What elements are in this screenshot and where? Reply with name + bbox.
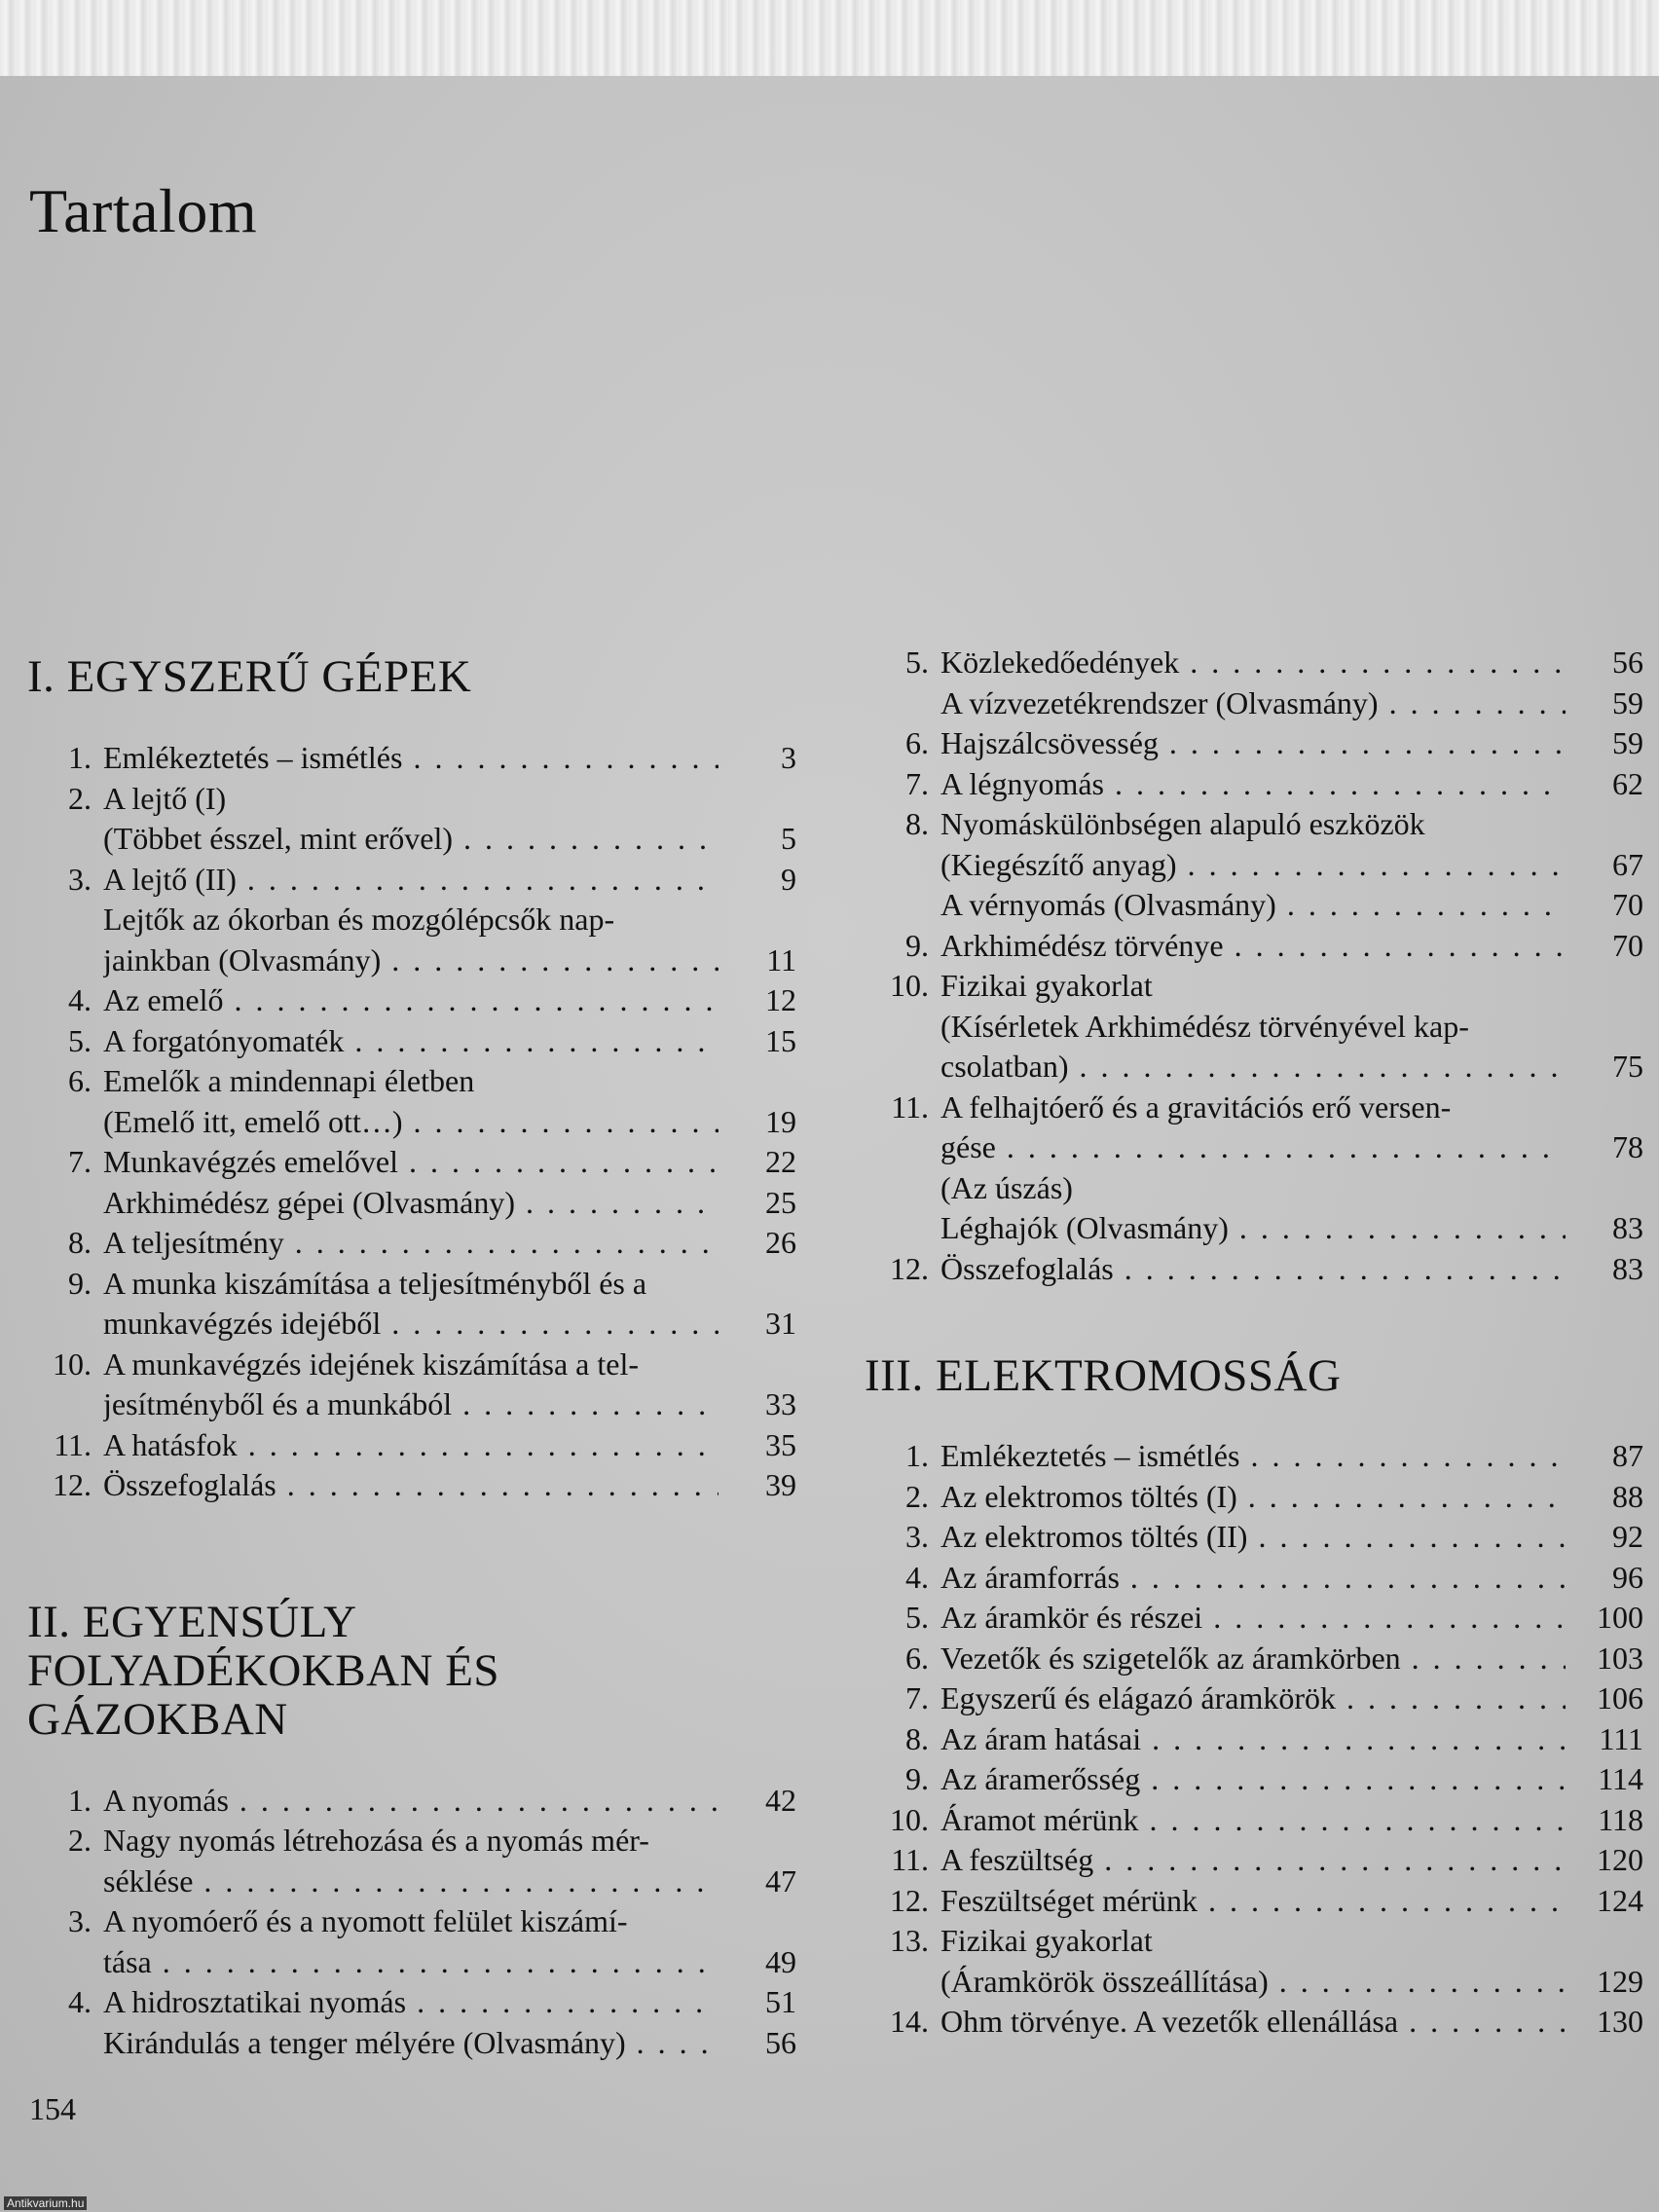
entry-title: Fizikai gyakorlat (940, 968, 1153, 1003)
toc-list (865, 1436, 1643, 2043)
entry-title: A feszültség . . . (940, 1840, 1566, 1881)
entry-title: Egyszerű és elágazó áramkörök . . . (940, 1678, 1566, 1719)
toc-entry-line (865, 1517, 1643, 1558)
entry-number: 9. (905, 927, 929, 963)
entry-title: Áramot mérünk . . . (940, 1800, 1566, 1841)
entry-number: 7. (905, 1680, 929, 1715)
toc-entry-line (865, 1047, 1643, 1088)
toc-entry (865, 1800, 1643, 1841)
entry-number: 13. (890, 1923, 929, 1958)
toc-entry (865, 966, 1643, 1088)
toc-entry-line (865, 1168, 1643, 1209)
entry-title: (Áramkörök összeállítása) . . . (940, 1962, 1566, 2003)
toc-entry (27, 1021, 796, 1062)
toc-entry (27, 738, 796, 779)
entry-title: A nyomás . . . (103, 1781, 719, 1822)
entry-page-number: 59 (1612, 684, 1643, 720)
entry-title: A vízvezetékrendszer (Olvasmány) . . . (940, 683, 1566, 724)
section-heading (27, 1598, 796, 1744)
toc-entry (27, 1061, 796, 1142)
toc-entry-line (865, 1598, 1643, 1639)
entry-page-number: 62 (1612, 765, 1643, 801)
entry-title: Nagy nyomás létrehozása és a nyomás mér- (103, 1823, 649, 1858)
entry-number: 4. (68, 1984, 92, 2019)
book-top-edge (0, 0, 1659, 78)
toc-entry (865, 1759, 1643, 1800)
entry-page-number: 35 (765, 1426, 796, 1462)
entry-title: Munkavégzés emelővel . . . (103, 1142, 719, 1183)
toc-entry-line (865, 966, 1643, 1007)
toc-entry-line (27, 1264, 796, 1305)
section-heading-line: GÁZOKBAN (27, 1693, 288, 1745)
toc-entry (865, 1558, 1643, 1599)
entry-title: jesítményből és a munkából . . . (103, 1384, 719, 1425)
entry-number: 7. (68, 1144, 92, 1179)
entry-number: 5. (905, 1600, 929, 1635)
entry-number: 11. (891, 1088, 929, 1124)
entry-page-number: 56 (765, 2024, 796, 2060)
entry-title: (Emelő itt, emelő ott…) . . . (103, 1102, 719, 1143)
entry-page-number: 42 (765, 1782, 796, 1818)
toc-entry (27, 1183, 796, 1224)
entry-title: Az elektromos töltés (I) . . . (940, 1477, 1566, 1518)
toc-entry-line (865, 804, 1643, 845)
toc-column-right (865, 643, 1643, 2043)
entry-title: Arkhimédész törvénye . . . (940, 926, 1566, 967)
entry-title: A lejtő (II) . . . (103, 860, 719, 901)
toc-entry-line (27, 1102, 796, 1143)
entry-page-number: 83 (1612, 1210, 1643, 1245)
entry-title: A forgatónyomaték . . . (103, 1021, 719, 1062)
toc-entry (865, 804, 1643, 885)
entry-page-number: 96 (1612, 1559, 1643, 1595)
entry-title: A nyomóerő és a nyomott felület kiszámí- (103, 1903, 628, 1938)
toc-entry-line (865, 1719, 1643, 1760)
toc-entry-line (865, 683, 1643, 724)
toc-entry (865, 1208, 1643, 1249)
entry-number: 11. (891, 1842, 929, 1877)
toc-entry (27, 1345, 796, 1425)
toc-entry-line (865, 1881, 1643, 1922)
entry-number: 8. (905, 806, 929, 841)
page-title: Tartalom (29, 176, 258, 245)
entry-number: 3. (68, 1903, 92, 1938)
toc-entry-line (27, 900, 796, 940)
page-number-folio: 154 (29, 2091, 76, 2126)
entry-title: (Az úszás) (940, 1169, 1073, 1205)
toc-entry (865, 1517, 1643, 1558)
entry-title: A légnyomás . . . (940, 764, 1566, 805)
toc-entry (865, 1249, 1643, 1290)
toc-entry (27, 980, 796, 1021)
entry-number: 11. (54, 1426, 92, 1462)
entry-page-number: 25 (765, 1184, 796, 1220)
toc-entry-line (865, 1921, 1643, 1962)
entry-number: 3. (905, 1519, 929, 1554)
entry-title: Feszültséget mérünk . . . (940, 1881, 1566, 1922)
toc-entry (27, 900, 796, 980)
toc-entry-line (27, 1345, 796, 1385)
toc-entry-line (27, 1821, 796, 1862)
entry-title: Léghajók (Olvasmány) . . . (940, 1208, 1566, 1249)
entry-title: Az áram hatásai . . . (940, 1719, 1566, 1760)
section-heading (27, 652, 796, 701)
toc-entry-line (865, 1962, 1643, 2003)
entry-page-number: 67 (1612, 846, 1643, 882)
toc-entry (865, 1598, 1643, 1639)
toc-entry-line (865, 1800, 1643, 1841)
entry-title: A felhajtóerő és a gravitációs erő versen- (940, 1088, 1452, 1124)
entry-title: (Többet ésszel, mint erővel) . . . (103, 819, 719, 860)
toc-entry (27, 1264, 796, 1345)
toc-entry-line (865, 1088, 1643, 1128)
entry-title: Emlékeztetés – ismétlés . . . (940, 1436, 1566, 1477)
entry-page-number: 33 (765, 1386, 796, 1421)
entry-number: 12. (890, 1250, 929, 1286)
entry-number: 6. (68, 1063, 92, 1098)
entry-number: 10. (890, 1801, 929, 1837)
toc-entry-line (865, 1477, 1643, 1518)
entry-title: Ohm törvénye. A vezetők ellenállása . . . (940, 2002, 1566, 2043)
entry-title: Emlékeztetés – ismétlés . . . (103, 738, 719, 779)
entry-page-number: 3 (781, 740, 796, 775)
toc-entry (865, 1719, 1643, 1760)
entry-page-number: 47 (765, 1862, 796, 1899)
entry-number: 10. (53, 1346, 92, 1382)
toc-entry (865, 683, 1643, 724)
toc-entry-line (865, 723, 1643, 764)
section-heading-line: FOLYADÉKOKBAN ÉS (27, 1644, 500, 1696)
entry-title: csolatban) . . . (940, 1047, 1566, 1088)
entry-number: 8. (68, 1225, 92, 1260)
toc-entry-line (27, 1142, 796, 1183)
entry-page-number: 111 (1599, 1720, 1643, 1756)
entry-page-number: 75 (1612, 1049, 1643, 1084)
toc-entry-line (27, 1942, 796, 1983)
entry-page-number: 39 (765, 1467, 796, 1502)
toc-entry-line (27, 2023, 796, 2064)
toc-entry-line (865, 1436, 1643, 1477)
entry-number: 6. (905, 725, 929, 760)
entry-number: 2. (905, 1478, 929, 1514)
section-heading-line: I. EGYSZERŰ GÉPEK (27, 651, 472, 702)
toc-entry-line (27, 1223, 796, 1264)
entry-page-number: 103 (1597, 1640, 1643, 1676)
entry-number: 5. (68, 1022, 92, 1058)
entry-number: 2. (68, 780, 92, 816)
toc-entry (27, 779, 796, 860)
toc-entry-line (27, 940, 796, 981)
toc-entry (27, 860, 796, 901)
entry-title: Összefoglalás . . . (940, 1249, 1566, 1290)
entry-page-number: 124 (1597, 1882, 1643, 1918)
toc-entry-line (27, 819, 796, 860)
entry-title: A hidrosztatikai nyomás . . . (103, 1982, 719, 2023)
toc-entry-line (27, 1901, 796, 1942)
entry-page-number: 56 (1612, 645, 1643, 680)
toc-entry (865, 1088, 1643, 1209)
toc-entry (865, 723, 1643, 764)
toc-entry-line (865, 1249, 1643, 1290)
toc-list (27, 1781, 796, 2064)
entry-title: Az elektromos töltés (II) . . . (940, 1517, 1566, 1558)
entry-page-number: 70 (1612, 927, 1643, 963)
entry-number: 7. (905, 765, 929, 801)
entry-page-number: 118 (1598, 1801, 1643, 1837)
toc-entry-line (27, 1781, 796, 1822)
toc-column-left (27, 643, 796, 2063)
entry-page-number: 12 (765, 982, 796, 1017)
entry-title: Fizikai gyakorlat (940, 1923, 1153, 1958)
entry-page-number: 92 (1612, 1519, 1643, 1554)
entry-number: 14. (890, 2004, 929, 2039)
entry-number: 5. (905, 645, 929, 680)
entry-page-number: 19 (765, 1103, 796, 1139)
entry-title: Az áramkör és részei . . . (940, 1598, 1566, 1639)
entry-title: Arkhimédész gépei (Olvasmány) . . . (103, 1183, 719, 1224)
toc-entry (27, 1821, 796, 1901)
entry-page-number: 114 (1598, 1761, 1643, 1796)
entry-title: A lejtő (I) (103, 780, 227, 816)
entry-page-number: 49 (765, 1943, 796, 1979)
entry-title: Nyomáskülönbségen alapuló eszközök (940, 806, 1425, 841)
toc-entry-line (865, 1759, 1643, 1800)
entry-title: Összefoglalás . . . (103, 1465, 719, 1506)
entry-page-number: 26 (765, 1225, 796, 1260)
entry-title: Emelők a mindennapi életben (103, 1063, 475, 1098)
toc-entry-line (27, 1061, 796, 1102)
toc-entry-line (27, 1021, 796, 1062)
toc-entry (865, 1436, 1643, 1477)
toc-entry-line (27, 1425, 796, 1466)
entry-page-number: 87 (1612, 1438, 1643, 1473)
toc-entry-line (27, 1304, 796, 1345)
entry-page-number: 106 (1597, 1680, 1643, 1715)
entry-number: 9. (905, 1761, 929, 1796)
toc-entry (865, 1921, 1643, 2002)
entry-title: (Kiegészítő anyag) . . . (940, 845, 1566, 886)
entry-title: Az emelő . . . (103, 980, 719, 1021)
toc-entry-line (27, 738, 796, 779)
toc-entry-line (865, 845, 1643, 886)
entry-number: 9. (68, 1265, 92, 1301)
entry-number: 2. (68, 1823, 92, 1858)
toc-entry (865, 1477, 1643, 1518)
toc-entry (27, 1781, 796, 1822)
toc-entry-line (865, 1639, 1643, 1679)
toc-entry-line (27, 1384, 796, 1425)
toc-entry-line (27, 980, 796, 1021)
entry-page-number: 88 (1612, 1478, 1643, 1514)
toc-entry-line (27, 1465, 796, 1506)
entry-title: séklése . . . (103, 1862, 719, 1902)
entry-number: 10. (890, 968, 929, 1003)
entry-number: 6. (905, 1640, 929, 1676)
entry-page-number: 130 (1597, 2004, 1643, 2039)
entry-number: 4. (68, 982, 92, 1017)
entry-title: gése . . . (940, 1127, 1566, 1168)
entry-title: A vérnyomás (Olvasmány) . . . (940, 885, 1566, 926)
toc-entry (27, 1223, 796, 1264)
toc-entry (865, 1678, 1643, 1719)
entry-page-number: 15 (765, 1022, 796, 1058)
entry-page-number: 70 (1612, 887, 1643, 922)
toc-entry-line (865, 2002, 1643, 2043)
toc-entry (865, 926, 1643, 967)
entry-page-number: 31 (765, 1306, 796, 1341)
toc-entry-line (865, 1840, 1643, 1881)
toc-entry-line (27, 779, 796, 820)
section-heading (865, 1351, 1643, 1400)
entry-title: Lejtők az ókorban és mozgólépcsők nap- (103, 902, 615, 937)
entry-number: 4. (905, 1559, 929, 1595)
section-heading-line: II. EGYENSÚLY (27, 1596, 357, 1647)
toc-entry-line (865, 1208, 1643, 1249)
entry-page-number: 5 (781, 821, 796, 856)
toc-entry (865, 885, 1643, 926)
entry-number: 1. (68, 740, 92, 775)
toc-entry (27, 2023, 796, 2064)
toc-list (865, 643, 1643, 1289)
entry-number: 1. (905, 1438, 929, 1473)
section-heading-line: III. ELEKTROMOSSÁG (865, 1350, 1342, 1401)
entry-title: Kirándulás a tenger mélyére (Olvasmány) . . . (103, 2023, 719, 2064)
entry-number: 8. (905, 1720, 929, 1756)
entry-title: Hajszálcsövesség . . . (940, 723, 1566, 764)
entry-page-number: 59 (1612, 725, 1643, 760)
entry-title: Vezetők és szigetelők az áramkörben . . . (940, 1639, 1566, 1679)
entry-page-number: 129 (1597, 1963, 1643, 1999)
entry-page-number: 78 (1612, 1129, 1643, 1164)
watermark: Antikvarium.hu (4, 2196, 87, 2210)
entry-number: 12. (53, 1467, 92, 1502)
toc-entry-line (27, 1183, 796, 1224)
entry-page-number: 22 (765, 1144, 796, 1179)
toc-entry-line (865, 1678, 1643, 1719)
entry-page-number: 11 (766, 941, 796, 977)
toc-entry-line (865, 885, 1643, 926)
entry-title: Az áramforrás . . . (940, 1558, 1566, 1599)
toc-entry (865, 1840, 1643, 1881)
entry-title: A teljesítmény . . . (103, 1223, 719, 1264)
entry-page-number: 120 (1597, 1842, 1643, 1877)
toc-entry (27, 1465, 796, 1506)
entry-title: Az áramerősség . . . (940, 1759, 1566, 1800)
toc-entry-line (27, 860, 796, 901)
entry-number: 12. (890, 1882, 929, 1918)
toc-entry (865, 1639, 1643, 1679)
entry-title: A hatásfok . . . (103, 1425, 719, 1466)
entry-page-number: 100 (1597, 1600, 1643, 1635)
entry-number: 3. (68, 861, 92, 897)
entry-number: 1. (68, 1782, 92, 1818)
entry-page-number: 51 (765, 1984, 796, 2019)
toc-entry-line (865, 1127, 1643, 1168)
toc-entry (865, 2002, 1643, 2043)
toc-entry-line (27, 1862, 796, 1902)
toc-list (27, 738, 796, 1506)
toc-entry (865, 1881, 1643, 1922)
entry-title: Közlekedőedények . . . (940, 643, 1566, 683)
entry-title: (Kísérletek Arkhimédész törvényével kap- (940, 1008, 1469, 1044)
toc-entry (27, 1425, 796, 1466)
toc-entry-line (865, 1558, 1643, 1599)
toc-entry (27, 1982, 796, 2023)
entry-title: A munkavégzés idejének kiszámítása a tel- (103, 1346, 640, 1382)
toc-entry-line (865, 1007, 1643, 1048)
toc-entry-line (865, 926, 1643, 967)
toc-entry-line (865, 764, 1643, 805)
toc-entry-line (27, 1982, 796, 2023)
entry-title: jainkban (Olvasmány) . . . (103, 940, 719, 981)
toc-entry-line (865, 643, 1643, 683)
toc-entry (27, 1901, 796, 1982)
entry-title: A munka kiszámítása a teljesítményből és a (103, 1265, 647, 1301)
toc-entry (865, 643, 1643, 683)
toc-entry (865, 764, 1643, 805)
entry-page-number: 83 (1612, 1250, 1643, 1286)
toc-entry (27, 1142, 796, 1183)
entry-title: munkavégzés idejéből . . . (103, 1304, 719, 1345)
entry-title: tása . . . (103, 1942, 719, 1983)
entry-page-number: 9 (781, 861, 796, 897)
